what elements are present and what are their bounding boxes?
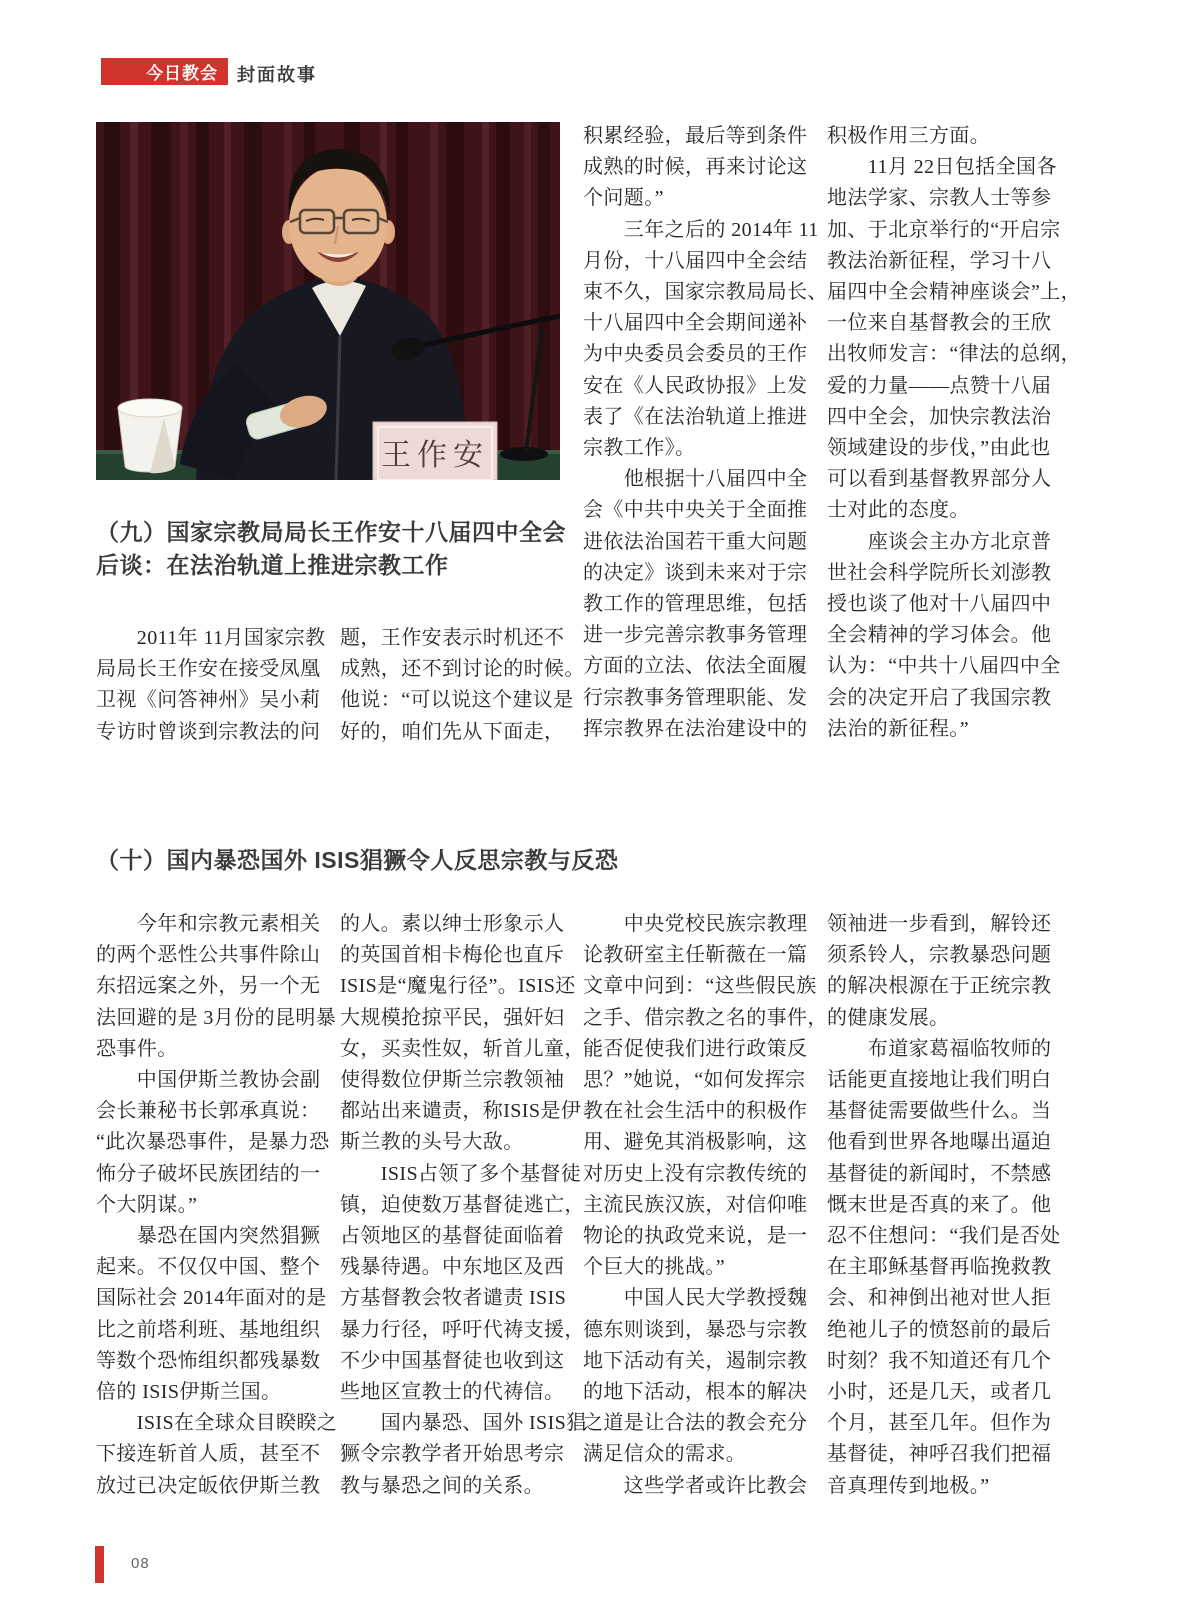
text-line: 他看到世界各地曝出逼迫 <box>827 1131 1052 1154</box>
text-line: 等数个恐怖组织都残暴数 <box>96 1349 321 1372</box>
text-line: 慨末世是否真的来了。他 <box>827 1193 1052 1216</box>
text-line: 暴力行径，呼吁代祷支援， <box>340 1318 585 1341</box>
name-card-text: 王作安 <box>381 439 489 472</box>
magazine-title: 今日教会 <box>146 64 218 83</box>
text-line: 可以看到基督教界部分人 <box>827 468 1052 491</box>
text-line: 国际社会 2014年面对的是 <box>96 1287 327 1310</box>
text-line: 的健康发展。 <box>827 1006 950 1029</box>
article9-column-3 <box>583 121 828 745</box>
text-line: 教在社会生活中的积极作 <box>583 1100 808 1123</box>
text-line: 之道是让合法的教会充分 <box>583 1412 808 1435</box>
photo-illustration <box>96 122 560 480</box>
text-line: 斯兰教的头号大敌。 <box>340 1131 524 1154</box>
text-line: 中国伊斯兰教协会副 <box>96 1069 321 1092</box>
text-line: 11月 22日包括全国各 <box>827 156 1057 179</box>
text-line: 之手、借宗教之名的事件， <box>583 1006 828 1029</box>
article9-column-1 <box>96 623 326 748</box>
text-line: 中央党校民族宗教理 <box>583 913 808 935</box>
text-line: 授也谈了他对十八届四中 <box>827 593 1052 616</box>
text-line: 对历史上没有宗教传统的 <box>583 1162 808 1185</box>
text-line: 领域建设的步伐，”由此也 <box>827 437 1051 460</box>
text-line: 进依法治国若干重大问题 <box>583 530 808 553</box>
tea-cup <box>118 399 182 473</box>
text-line: 能否促使我们进行政策反 <box>583 1037 808 1060</box>
text-line: 忍不住想问：“我们是否处 <box>827 1225 1061 1248</box>
text-line: 暴恐在国内突然猖獗 <box>96 1225 321 1248</box>
text-line: 倍的 ISIS伊斯兰国。 <box>96 1381 282 1404</box>
text-line: 行宗教事务管理职能、发 <box>583 686 808 709</box>
article10-heading: （十）国内暴恐国外 ISIS猖獗令人反思宗教与反恐 <box>96 847 619 873</box>
text-line: 放过已决定皈依伊斯兰教 <box>96 1474 321 1497</box>
text-line: 教与暴恐之间的关系。 <box>340 1474 544 1497</box>
text-line: 个问题。” <box>583 187 664 210</box>
text-line: 会的决定开启了我国宗教 <box>827 686 1052 709</box>
magazine-title-badge <box>101 58 228 85</box>
text-line: 须系铃人，宗教暴恐问题 <box>827 944 1052 967</box>
section-name: 封面故事 <box>237 65 317 85</box>
text-line: 士对此的态度。 <box>827 499 970 522</box>
text-line: 话能更直接地让我们明白 <box>827 1069 1052 1092</box>
text-line: 起来。不仅仅中国、整个 <box>96 1256 321 1279</box>
text-line: 他说：“可以说这个建议是 <box>340 689 574 712</box>
text-line: 些地区宣教士的代祷信。 <box>340 1381 565 1404</box>
text-line: 个月，甚至几年。但作为 <box>827 1412 1052 1435</box>
text-line: 专访时曾谈到宗教法的问 <box>96 720 321 743</box>
text-line: 文章中问到：“这些假民族 <box>583 975 817 998</box>
text-line: 个大阴谋。” <box>96 1193 198 1216</box>
text-line: 残暴待遇。中东地区及西 <box>340 1256 565 1279</box>
text-line: 地下活动有关，遏制宗教 <box>583 1349 808 1372</box>
text-line: 使得数位伊斯兰宗教领袖 <box>340 1069 565 1092</box>
text-line: 爱的力量——点赞十八届 <box>827 374 1052 397</box>
text-line: 比之前塔利班、基地组织 <box>96 1318 321 1341</box>
footer-accent-bar <box>95 1546 104 1583</box>
text-line: 用、避免其消极影响，这 <box>583 1131 808 1154</box>
text-line: 方面的立法、依法全面履 <box>583 655 808 678</box>
text-line: 好的，咱们先从下面走， <box>340 720 565 743</box>
text-line: 东招远案之外，另一个无 <box>96 975 321 998</box>
text-line: 都站出来谴责，称ISIS是伊 <box>340 1100 582 1123</box>
text-line: 基督徒，神呼召我们把福 <box>827 1443 1052 1466</box>
text-line: 基督徒需要做些什么。当 <box>827 1100 1052 1123</box>
text-line: 积极作用三方面。 <box>827 125 991 147</box>
text-line: 国内暴恐、国外 ISIS猖 <box>340 1412 587 1435</box>
text-line: 方基督教会牧者谴责 ISIS <box>340 1287 567 1310</box>
text-line: 的人。素以绅士形象示人 <box>340 913 565 935</box>
text-line: ISIS是“魔鬼行径”。ISIS还 <box>340 975 576 998</box>
text-line: 恐事件。 <box>96 1037 178 1060</box>
text-line: 卫视《问答神州》吴小莉 <box>96 689 321 712</box>
text-line: 会《中共中央关于全面推 <box>583 499 808 522</box>
text-line: 出牧师发言：“律法的总纲， <box>827 343 1082 366</box>
article10-column-3 <box>583 909 828 1502</box>
text-line: 主流民族汉族，对信仰唯 <box>583 1193 808 1216</box>
text-line: 的解决根源在于正统宗教 <box>827 975 1052 998</box>
text-line: 女，买卖性奴，斩首儿童， <box>340 1037 585 1060</box>
text-line: 法回避的是 3月份的昆明暴 <box>96 1006 337 1029</box>
text-line: 德东则谈到，暴恐与宗教 <box>583 1318 808 1341</box>
text-line: 小时，还是几天，或者几 <box>827 1381 1052 1404</box>
text-line: 音真理传到地极。” <box>827 1474 990 1497</box>
text-line: 思？”她说，“如何发挥宗 <box>583 1069 806 1092</box>
text-line: 教法治新征程，学习十八 <box>827 249 1052 272</box>
text-line: 安在《人民政协报》上发 <box>583 374 808 397</box>
text-line: 的决定》谈到未来对于宗 <box>583 561 808 584</box>
text-line: 的两个恶性公共事件除山 <box>96 944 321 967</box>
text-line: 时刻？我不知道还有几个 <box>827 1349 1052 1372</box>
text-line: 座谈会主办方北京普 <box>827 530 1052 553</box>
text-line: 表了《在法治轨道上推进 <box>583 405 808 428</box>
text-line: 月份，十八届四中全会结 <box>583 249 808 272</box>
text-line: 基督徒的新闻时，不禁感 <box>827 1162 1052 1185</box>
text-line: 宗教工作》。 <box>583 437 696 460</box>
text-line: 十八届四中全会期间递补 <box>583 312 808 335</box>
text-line: 成熟的时候，再来讨论这 <box>583 156 808 179</box>
text-line: 满足信众的需求。 <box>583 1443 747 1466</box>
text-line: 积累经验，最后等到条件 <box>583 125 808 147</box>
name-card <box>373 422 497 480</box>
text-line: 的英国首相卡梅伦也直斥 <box>340 944 565 967</box>
text-line: 会长兼秘书长郭承真说： <box>96 1100 321 1123</box>
text-line: 2011年 11月国家宗教 <box>96 627 326 649</box>
text-line: 四中全会，加快宗教法治 <box>827 405 1052 428</box>
text-line: 束不久，国家宗教局局长、 <box>583 281 828 304</box>
text-line: 物论的执政党来说，是一 <box>583 1225 808 1248</box>
text-line: 占领地区的基督徒面临着 <box>340 1225 565 1248</box>
text-line: 的地下活动，根本的解决 <box>583 1381 808 1404</box>
text-line: 大规模抢掠平民，强奸妇 <box>340 1006 565 1029</box>
text-line: 今年和宗教元素相关 <box>96 913 321 935</box>
text-line: 怖分子破坏民族团结的一 <box>96 1162 321 1185</box>
article10-column-1 <box>96 909 337 1502</box>
text-line: 领袖进一步看到，解铃还 <box>827 913 1052 935</box>
article9-heading <box>96 516 566 582</box>
text-line: 中国人民大学教授魏 <box>583 1287 808 1310</box>
text-line: 世社会科学院所长刘澎教 <box>827 561 1052 584</box>
text-line: 法治的新征程。” <box>827 717 970 740</box>
text-line: 在主耶稣基督再临挽救教 <box>827 1256 1052 1279</box>
text-line: 论教研室主任靳薇在一篇 <box>583 944 808 967</box>
text-line: 这些学者或许比教会 <box>583 1474 808 1497</box>
text-line: 题，王作安表示时机还不 <box>340 627 565 649</box>
article9-column-4 <box>827 121 1081 745</box>
text-line: 届四中全会精神座谈会”上， <box>827 281 1082 304</box>
text-line: 局局长王作安在接受凤凰 <box>96 658 321 681</box>
text-line: 会、和神倒出祂对世人拒 <box>827 1287 1052 1310</box>
text-line: 进一步完善宗教事务管理 <box>583 624 808 647</box>
text-line: 加、于北京举行的“开启宗 <box>827 218 1061 241</box>
text-line: 全会精神的学习体会。他 <box>827 624 1052 647</box>
text-line: 獗令宗教学者开始思考宗 <box>340 1443 565 1466</box>
text-line: 教工作的管理思维，包括 <box>583 593 808 616</box>
text-line: ISIS占领了多个基督徒 <box>340 1162 582 1185</box>
text-line: 认为：“中共十八届四中全 <box>827 655 1061 678</box>
text-line: 布道家葛福临牧师的 <box>827 1037 1052 1060</box>
article10-column-4 <box>827 909 1061 1502</box>
text-line: 下接连斩首人质，甚至不 <box>96 1443 321 1466</box>
article-photo <box>96 122 560 480</box>
text-line: 不少中国基督徒也收到这 <box>340 1349 565 1372</box>
text-line: 后谈：在法治轨道上推进宗教工作 <box>96 552 449 578</box>
text-line: 他根据十八届四中全 <box>583 468 808 491</box>
text-line: 成熟，还不到讨论的时候。 <box>340 658 585 681</box>
text-line: ISIS在全球众目睽睽之 <box>96 1412 338 1435</box>
article10-column-2 <box>340 909 587 1502</box>
text-line: 地法学家、宗教人士等参 <box>827 187 1052 210</box>
text-line: 挥宗教界在法治建设中的 <box>583 717 808 740</box>
text-line: “此次暴恐事件，是暴力恐 <box>96 1131 330 1154</box>
text-line: 个巨大的挑战。” <box>583 1256 726 1279</box>
page-number: 08 <box>131 1555 150 1572</box>
text-line: 镇，迫使数万基督徒逃亡， <box>340 1193 585 1216</box>
text-line: 三年之后的 2014年 11 <box>583 218 819 241</box>
text-line: （九）国家宗教局局长王作安十八届四中全会 <box>96 519 566 545</box>
text-line: 一位来自基督教会的王欣 <box>827 312 1052 335</box>
text-line: 为中央委员会委员的王作 <box>583 343 808 366</box>
text-line: 绝祂儿子的愤怒前的最后 <box>827 1318 1052 1341</box>
article9-column-2 <box>340 623 585 748</box>
